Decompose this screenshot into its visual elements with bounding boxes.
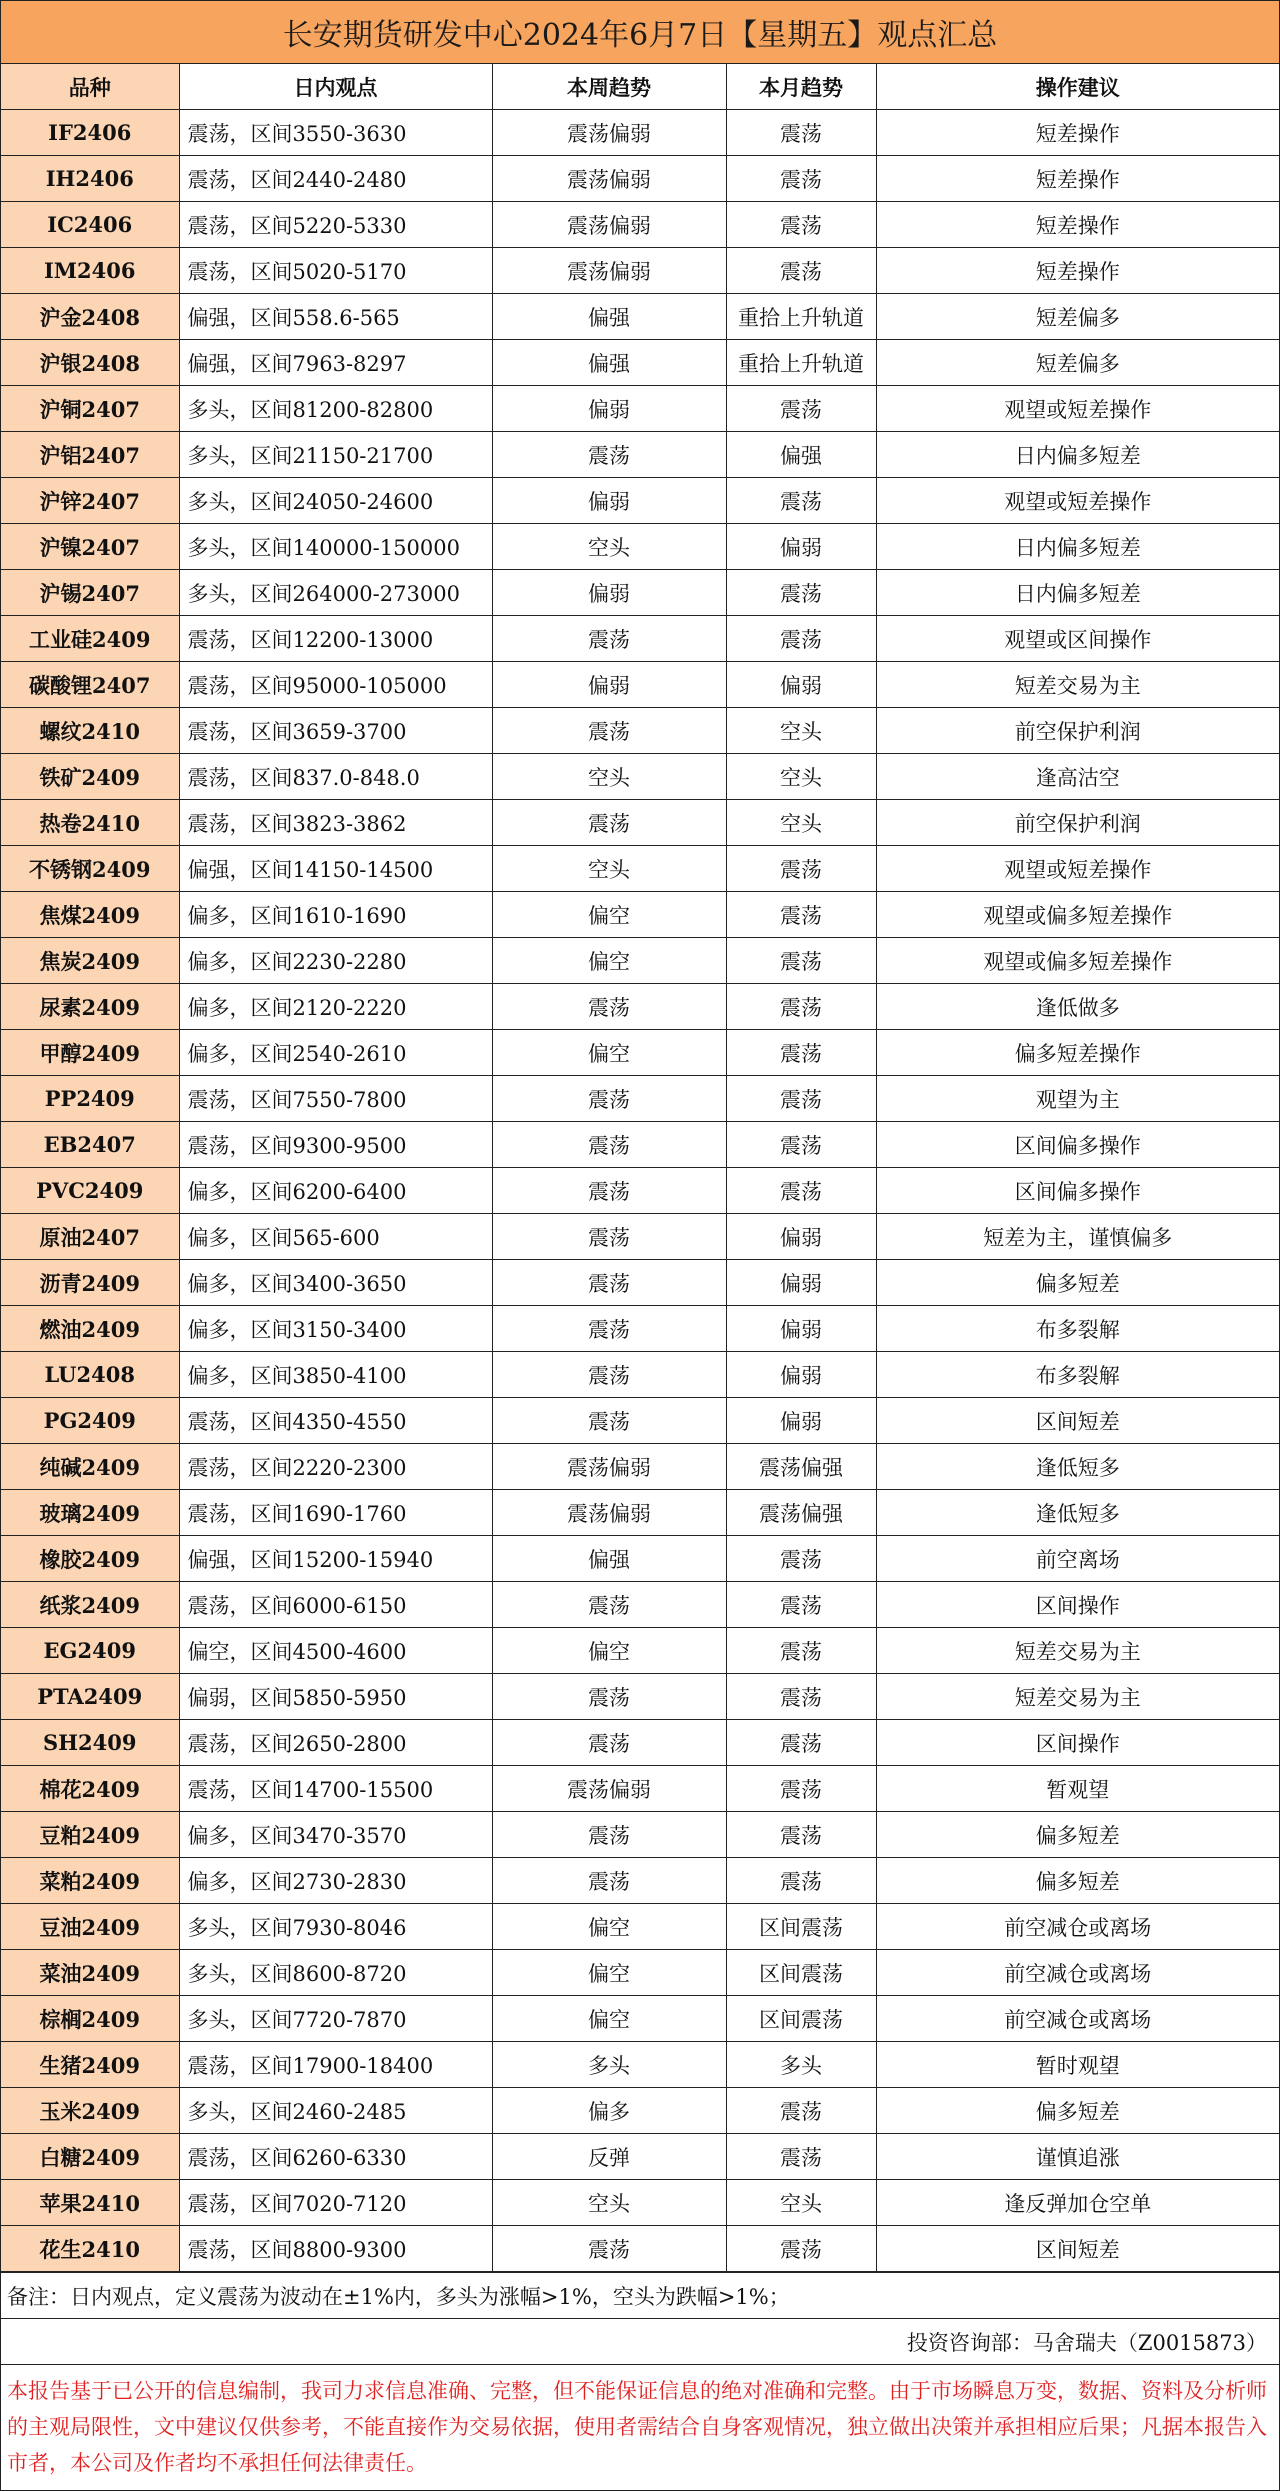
table-row (1, 1076, 1279, 1122)
intraday-view-cell: 震荡，区间2650-2800 (179, 1720, 492, 1766)
suggestion-cell: 谨慎追涨 (876, 2134, 1279, 2180)
monthly-trend-cell: 震荡 (726, 2088, 876, 2134)
intraday-view-cell: 震荡，区间3659-3700 (179, 708, 492, 754)
variety-cell: 沪镍2407 (1, 524, 179, 570)
suggestion-cell: 偏多短差 (876, 2088, 1279, 2134)
table-row (1, 1812, 1279, 1858)
weekly-trend-cell: 震荡 (492, 432, 726, 478)
suggestion-cell: 前空保护利润 (876, 708, 1279, 754)
weekly-trend-cell: 震荡 (492, 1720, 726, 1766)
table-row (1, 478, 1279, 524)
intraday-view-cell: 偏强，区间558.6-565 (179, 294, 492, 340)
weekly-trend-cell: 震荡偏弱 (492, 110, 726, 156)
table-row (1, 1674, 1279, 1720)
monthly-trend-cell: 区间震荡 (726, 1950, 876, 1996)
monthly-trend-cell: 震荡 (726, 202, 876, 248)
monthly-trend-cell: 震荡 (726, 892, 876, 938)
variety-cell: 菜粕2409 (1, 1858, 179, 1904)
header-suggestion: 操作建议 (876, 64, 1279, 110)
table-row (1, 1306, 1279, 1352)
table-row (1, 1904, 1279, 1950)
weekly-trend-cell: 偏弱 (492, 570, 726, 616)
monthly-trend-cell: 震荡 (726, 478, 876, 524)
variety-cell: 沥青2409 (1, 1260, 179, 1306)
suggestion-cell: 日内偏多短差 (876, 432, 1279, 478)
variety-cell: PVC2409 (1, 1168, 179, 1214)
monthly-trend-cell: 震荡 (726, 1628, 876, 1674)
table-row (1, 1490, 1279, 1536)
suggestion-cell: 暂时观望 (876, 2042, 1279, 2088)
intraday-view-cell: 震荡，区间6000-6150 (179, 1582, 492, 1628)
table-row (1, 2042, 1279, 2088)
table-row (1, 110, 1279, 156)
monthly-trend-cell: 震荡 (726, 1536, 876, 1582)
variety-cell: 焦煤2409 (1, 892, 179, 938)
intraday-view-cell: 偏强，区间15200-15940 (179, 1536, 492, 1582)
table-row (1, 248, 1279, 294)
intraday-view-cell: 偏多，区间565-600 (179, 1214, 492, 1260)
monthly-trend-cell: 震荡 (726, 1812, 876, 1858)
variety-cell: LU2408 (1, 1352, 179, 1398)
intraday-view-cell: 偏多，区间2230-2280 (179, 938, 492, 984)
variety-cell: 沪银2408 (1, 340, 179, 386)
monthly-trend-cell: 空头 (726, 708, 876, 754)
intraday-view-cell: 偏多，区间3400-3650 (179, 1260, 492, 1306)
weekly-trend-cell: 震荡偏弱 (492, 1444, 726, 1490)
suggestion-cell: 前空减仓或离场 (876, 1996, 1279, 2042)
variety-cell: 纯碱2409 (1, 1444, 179, 1490)
intraday-view-cell: 多头，区间8600-8720 (179, 1950, 492, 1996)
report-title: 长安期货研发中心2024年6月7日【星期五】观点汇总 (1, 1, 1279, 64)
monthly-trend-cell: 重拾上升轨道 (726, 340, 876, 386)
variety-cell: 橡胶2409 (1, 1536, 179, 1582)
suggestion-cell: 偏多短差 (876, 1260, 1279, 1306)
table-row (1, 570, 1279, 616)
variety-cell: 沪铝2407 (1, 432, 179, 478)
intraday-view-cell: 偏多，区间2540-2610 (179, 1030, 492, 1076)
intraday-view-cell: 偏多，区间3850-4100 (179, 1352, 492, 1398)
weekly-trend-cell: 震荡 (492, 1076, 726, 1122)
weekly-trend-cell: 偏空 (492, 1904, 726, 1950)
intraday-view-cell: 震荡，区间14700-15500 (179, 1766, 492, 1812)
intraday-view-cell: 多头，区间7930-8046 (179, 1904, 492, 1950)
weekly-trend-cell: 震荡 (492, 1214, 726, 1260)
variety-cell: 甲醇2409 (1, 1030, 179, 1076)
intraday-view-cell: 震荡，区间2440-2480 (179, 156, 492, 202)
variety-cell: PTA2409 (1, 1674, 179, 1720)
variety-cell: 棉花2409 (1, 1766, 179, 1812)
weekly-trend-cell: 空头 (492, 754, 726, 800)
intraday-view-cell: 多头，区间140000-150000 (179, 524, 492, 570)
table-row (1, 1628, 1279, 1674)
weekly-trend-cell: 震荡 (492, 1352, 726, 1398)
table-row (1, 1444, 1279, 1490)
suggestion-cell: 观望或偏多短差操作 (876, 938, 1279, 984)
weekly-trend-cell: 震荡 (492, 2226, 726, 2272)
suggestion-cell: 短差交易为主 (876, 662, 1279, 708)
intraday-view-cell: 偏弱，区间5850-5950 (179, 1674, 492, 1720)
suggestion-cell: 前空保护利润 (876, 800, 1279, 846)
intraday-view-cell: 偏多，区间2120-2220 (179, 984, 492, 1030)
variety-cell: 玻璃2409 (1, 1490, 179, 1536)
monthly-trend-cell: 震荡偏强 (726, 1444, 876, 1490)
monthly-trend-cell: 震荡 (726, 1720, 876, 1766)
suggestion-cell: 短差交易为主 (876, 1674, 1279, 1720)
monthly-trend-cell: 震荡 (726, 1168, 876, 1214)
weekly-trend-cell: 偏空 (492, 1628, 726, 1674)
variety-cell: 工业硅2409 (1, 616, 179, 662)
intraday-view-cell: 多头，区间7720-7870 (179, 1996, 492, 2042)
monthly-trend-cell: 偏弱 (726, 662, 876, 708)
table-row (1, 708, 1279, 754)
variety-cell: IF2406 (1, 110, 179, 156)
monthly-trend-cell: 震荡 (726, 984, 876, 1030)
suggestion-cell: 区间操作 (876, 1720, 1279, 1766)
variety-cell: EG2409 (1, 1628, 179, 1674)
header-intraday-view: 日内观点 (179, 64, 492, 110)
intraday-view-cell: 偏空，区间4500-4600 (179, 1628, 492, 1674)
intraday-view-cell: 震荡，区间9300-9500 (179, 1122, 492, 1168)
weekly-trend-cell: 偏强 (492, 1536, 726, 1582)
variety-cell: 沪锌2407 (1, 478, 179, 524)
intraday-view-cell: 震荡，区间7550-7800 (179, 1076, 492, 1122)
intraday-view-cell: 偏强，区间7963-8297 (179, 340, 492, 386)
weekly-trend-cell: 震荡偏弱 (492, 156, 726, 202)
variety-cell: PP2409 (1, 1076, 179, 1122)
weekly-trend-cell: 震荡 (492, 1812, 726, 1858)
variety-cell: IM2406 (1, 248, 179, 294)
suggestion-cell: 区间偏多操作 (876, 1122, 1279, 1168)
outlook-table (1, 64, 1279, 2272)
monthly-trend-cell: 震荡 (726, 1858, 876, 1904)
variety-cell: 苹果2410 (1, 2180, 179, 2226)
intraday-view-cell: 震荡，区间17900-18400 (179, 2042, 492, 2088)
intraday-view-cell: 震荡，区间2220-2300 (179, 1444, 492, 1490)
table-row (1, 1030, 1279, 1076)
weekly-trend-cell: 偏强 (492, 340, 726, 386)
monthly-trend-cell: 震荡 (726, 2226, 876, 2272)
monthly-trend-cell: 偏弱 (726, 524, 876, 570)
weekly-trend-cell: 震荡 (492, 1306, 726, 1352)
suggestion-cell: 短差交易为主 (876, 1628, 1279, 1674)
weekly-trend-cell: 震荡 (492, 1398, 726, 1444)
monthly-trend-cell: 震荡 (726, 156, 876, 202)
weekly-trend-cell: 震荡偏弱 (492, 248, 726, 294)
monthly-trend-cell: 区间震荡 (726, 1904, 876, 1950)
weekly-trend-cell: 偏弱 (492, 386, 726, 432)
variety-cell: IC2406 (1, 202, 179, 248)
suggestion-cell: 布多裂解 (876, 1352, 1279, 1398)
disclaimer: 本报告基于已公开的信息编制，我司力求信息准确、完整，但不能保证信息的绝对准确和完整。由于市场瞬息万变，数据、资料及分析师的主观局限性，文中建议仅供参考，不能直接作为交易依据，使用者需结合自身客观情况，独立做出决策并承担相应后果；凡据本报告入市者，本公司及作者均不承担任何法律责任。 (1, 2364, 1279, 2490)
variety-cell: 菜油2409 (1, 1950, 179, 1996)
intraday-view-cell: 多头，区间81200-82800 (179, 386, 492, 432)
weekly-trend-cell: 偏空 (492, 938, 726, 984)
monthly-trend-cell: 重拾上升轨道 (726, 294, 876, 340)
suggestion-cell: 观望或短差操作 (876, 478, 1279, 524)
intraday-view-cell: 偏多，区间2730-2830 (179, 1858, 492, 1904)
suggestion-cell: 观望为主 (876, 1076, 1279, 1122)
intraday-view-cell: 多头，区间264000-273000 (179, 570, 492, 616)
header-variety: 品种 (1, 64, 179, 110)
intraday-view-cell: 偏强，区间14150-14500 (179, 846, 492, 892)
variety-cell: 豆粕2409 (1, 1812, 179, 1858)
suggestion-cell: 观望或偏多短差操作 (876, 892, 1279, 938)
weekly-trend-cell: 震荡 (492, 616, 726, 662)
table-row (1, 1536, 1279, 1582)
weekly-trend-cell: 震荡偏弱 (492, 202, 726, 248)
suggestion-cell: 前空减仓或离场 (876, 1904, 1279, 1950)
table-row (1, 2134, 1279, 2180)
monthly-trend-cell: 偏弱 (726, 1260, 876, 1306)
intraday-view-cell: 震荡，区间1690-1760 (179, 1490, 492, 1536)
intraday-view-cell: 震荡，区间95000-105000 (179, 662, 492, 708)
table-row (1, 294, 1279, 340)
suggestion-cell: 日内偏多短差 (876, 524, 1279, 570)
weekly-trend-cell: 多头 (492, 2042, 726, 2088)
intraday-view-cell: 偏多，区间1610-1690 (179, 892, 492, 938)
suggestion-cell: 布多裂解 (876, 1306, 1279, 1352)
monthly-trend-cell: 震荡 (726, 1766, 876, 1812)
weekly-trend-cell: 震荡 (492, 1858, 726, 1904)
table-row (1, 754, 1279, 800)
intraday-view-cell: 震荡，区间5220-5330 (179, 202, 492, 248)
table-row (1, 1950, 1279, 1996)
suggestion-cell: 前空减仓或离场 (876, 1950, 1279, 1996)
variety-cell: 豆油2409 (1, 1904, 179, 1950)
table-row (1, 2180, 1279, 2226)
variety-cell: 花生2410 (1, 2226, 179, 2272)
weekly-trend-cell: 空头 (492, 846, 726, 892)
variety-cell: 生猪2409 (1, 2042, 179, 2088)
table-row (1, 846, 1279, 892)
variety-cell: 碳酸锂2407 (1, 662, 179, 708)
table-row (1, 800, 1279, 846)
intraday-view-cell: 多头，区间24050-24600 (179, 478, 492, 524)
suggestion-cell: 短差偏多 (876, 294, 1279, 340)
variety-cell: 铁矿2409 (1, 754, 179, 800)
monthly-trend-cell: 偏强 (726, 432, 876, 478)
weekly-trend-cell: 空头 (492, 2180, 726, 2226)
variety-cell: 螺纹2410 (1, 708, 179, 754)
variety-cell: 尿素2409 (1, 984, 179, 1030)
header-monthly-trend: 本月趋势 (726, 64, 876, 110)
intraday-view-cell: 震荡，区间7020-7120 (179, 2180, 492, 2226)
weekly-trend-cell: 空头 (492, 524, 726, 570)
suggestion-cell: 逢低短多 (876, 1444, 1279, 1490)
weekly-trend-cell: 偏空 (492, 1950, 726, 1996)
suggestion-cell: 区间短差 (876, 2226, 1279, 2272)
monthly-trend-cell: 空头 (726, 800, 876, 846)
suggestion-cell: 逢反弹加仓空单 (876, 2180, 1279, 2226)
table-row (1, 662, 1279, 708)
weekly-trend-cell: 偏弱 (492, 662, 726, 708)
table-row (1, 1720, 1279, 1766)
weekly-trend-cell: 震荡 (492, 984, 726, 1030)
table-row (1, 340, 1279, 386)
monthly-trend-cell: 震荡 (726, 386, 876, 432)
suggestion-cell: 前空离场 (876, 1536, 1279, 1582)
monthly-trend-cell: 震荡 (726, 616, 876, 662)
intraday-view-cell: 多头，区间2460-2485 (179, 2088, 492, 2134)
suggestion-cell: 逢低短多 (876, 1490, 1279, 1536)
intraday-view-cell: 震荡，区间3823-3862 (179, 800, 492, 846)
weekly-trend-cell: 反弹 (492, 2134, 726, 2180)
suggestion-cell: 短差为主，谨慎偏多 (876, 1214, 1279, 1260)
variety-cell: 纸浆2409 (1, 1582, 179, 1628)
weekly-trend-cell: 震荡 (492, 1582, 726, 1628)
weekly-trend-cell: 偏空 (492, 1996, 726, 2042)
weekly-trend-cell: 震荡 (492, 1122, 726, 1168)
variety-cell: 不锈钢2409 (1, 846, 179, 892)
weekly-trend-cell: 偏弱 (492, 478, 726, 524)
table-row (1, 892, 1279, 938)
suggestion-cell: 观望或短差操作 (876, 846, 1279, 892)
suggestion-cell: 暂观望 (876, 1766, 1279, 1812)
weekly-trend-cell: 震荡 (492, 1674, 726, 1720)
variety-cell: PG2409 (1, 1398, 179, 1444)
table-row (1, 1996, 1279, 2042)
variety-cell: 焦炭2409 (1, 938, 179, 984)
variety-cell: 玉米2409 (1, 2088, 179, 2134)
suggestion-cell: 短差偏多 (876, 340, 1279, 386)
suggestion-cell: 偏多短差 (876, 1858, 1279, 1904)
variety-cell: 沪锡2407 (1, 570, 179, 616)
intraday-view-cell: 震荡，区间3550-3630 (179, 110, 492, 156)
table-row (1, 1122, 1279, 1168)
monthly-trend-cell: 震荡 (726, 846, 876, 892)
intraday-view-cell: 震荡，区间12200-13000 (179, 616, 492, 662)
suggestion-cell: 区间偏多操作 (876, 1168, 1279, 1214)
table-row (1, 1858, 1279, 1904)
monthly-trend-cell: 偏弱 (726, 1306, 876, 1352)
variety-cell: IH2406 (1, 156, 179, 202)
suggestion-cell: 观望或短差操作 (876, 386, 1279, 432)
suggestion-cell: 逢低做多 (876, 984, 1279, 1030)
table-row (1, 1766, 1279, 1812)
suggestion-cell: 偏多短差操作 (876, 1030, 1279, 1076)
table-row (1, 616, 1279, 662)
variety-cell: 原油2407 (1, 1214, 179, 1260)
variety-cell: 沪铜2407 (1, 386, 179, 432)
suggestion-cell: 短差操作 (876, 110, 1279, 156)
monthly-trend-cell: 震荡偏强 (726, 1490, 876, 1536)
weekly-trend-cell: 震荡 (492, 1260, 726, 1306)
table-row (1, 386, 1279, 432)
variety-cell: 沪金2408 (1, 294, 179, 340)
note: 备注：日内观点，定义震荡为波动在±1%内，多头为涨幅>1%，空头为跌幅>1%； (1, 2272, 1279, 2318)
weekly-trend-cell: 震荡偏弱 (492, 1766, 726, 1812)
weekly-trend-cell: 偏空 (492, 1030, 726, 1076)
monthly-trend-cell: 震荡 (726, 1030, 876, 1076)
table-row (1, 524, 1279, 570)
table-row (1, 1352, 1279, 1398)
suggestion-cell: 短差操作 (876, 156, 1279, 202)
intraday-view-cell: 偏多，区间3150-3400 (179, 1306, 492, 1352)
monthly-trend-cell: 震荡 (726, 570, 876, 616)
monthly-trend-cell: 偏弱 (726, 1352, 876, 1398)
intraday-view-cell: 震荡，区间5020-5170 (179, 248, 492, 294)
monthly-trend-cell: 区间震荡 (726, 1996, 876, 2042)
variety-cell: SH2409 (1, 1720, 179, 1766)
intraday-view-cell: 震荡，区间837.0-848.0 (179, 754, 492, 800)
suggestion-cell: 观望或区间操作 (876, 616, 1279, 662)
monthly-trend-cell: 震荡 (726, 1076, 876, 1122)
monthly-trend-cell: 震荡 (726, 110, 876, 156)
monthly-trend-cell: 偏弱 (726, 1214, 876, 1260)
monthly-trend-cell: 震荡 (726, 1674, 876, 1720)
table-row (1, 938, 1279, 984)
table-row (1, 2226, 1279, 2272)
table-row (1, 1214, 1279, 1260)
intraday-view-cell: 偏多，区间6200-6400 (179, 1168, 492, 1214)
intraday-view-cell: 偏多，区间3470-3570 (179, 1812, 492, 1858)
variety-cell: 白糖2409 (1, 2134, 179, 2180)
suggestion-cell: 短差操作 (876, 248, 1279, 294)
monthly-trend-cell: 震荡 (726, 938, 876, 984)
contact-info: 投资咨询部：马舍瑞夫（Z0015873） (1, 2318, 1279, 2364)
table-row (1, 432, 1279, 478)
monthly-trend-cell: 多头 (726, 2042, 876, 2088)
suggestion-cell: 偏多短差 (876, 1812, 1279, 1858)
weekly-trend-cell: 偏强 (492, 294, 726, 340)
table-row (1, 1168, 1279, 1214)
weekly-trend-cell: 偏多 (492, 2088, 726, 2134)
weekly-trend-cell: 震荡偏弱 (492, 1490, 726, 1536)
monthly-trend-cell: 偏弱 (726, 1398, 876, 1444)
table-row (1, 1398, 1279, 1444)
monthly-trend-cell: 空头 (726, 754, 876, 800)
weekly-trend-cell: 偏空 (492, 892, 726, 938)
weekly-trend-cell: 震荡 (492, 1168, 726, 1214)
variety-cell: 热卷2410 (1, 800, 179, 846)
suggestion-cell: 短差操作 (876, 202, 1279, 248)
suggestion-cell: 区间短差 (876, 1398, 1279, 1444)
intraday-view-cell: 多头，区间21150-21700 (179, 432, 492, 478)
weekly-trend-cell: 震荡 (492, 800, 726, 846)
table-row (1, 1582, 1279, 1628)
suggestion-cell: 逢高沽空 (876, 754, 1279, 800)
table-row (1, 1260, 1279, 1306)
suggestion-cell: 区间操作 (876, 1582, 1279, 1628)
variety-cell: EB2407 (1, 1122, 179, 1168)
table-row (1, 156, 1279, 202)
table-body (1, 110, 1279, 2272)
intraday-view-cell: 震荡，区间4350-4550 (179, 1398, 492, 1444)
variety-cell: 燃油2409 (1, 1306, 179, 1352)
intraday-view-cell: 震荡，区间6260-6330 (179, 2134, 492, 2180)
monthly-trend-cell: 震荡 (726, 1582, 876, 1628)
intraday-view-cell: 震荡，区间8800-9300 (179, 2226, 492, 2272)
table-row (1, 2088, 1279, 2134)
monthly-trend-cell: 震荡 (726, 1122, 876, 1168)
weekly-trend-cell: 震荡 (492, 708, 726, 754)
table-row (1, 202, 1279, 248)
variety-cell: 棕榈2409 (1, 1996, 179, 2042)
monthly-trend-cell: 震荡 (726, 2134, 876, 2180)
header-row (1, 64, 1279, 110)
header-weekly-trend: 本周趋势 (492, 64, 726, 110)
suggestion-cell: 日内偏多短差 (876, 570, 1279, 616)
table-row (1, 984, 1279, 1030)
monthly-trend-cell: 空头 (726, 2180, 876, 2226)
monthly-trend-cell: 震荡 (726, 248, 876, 294)
